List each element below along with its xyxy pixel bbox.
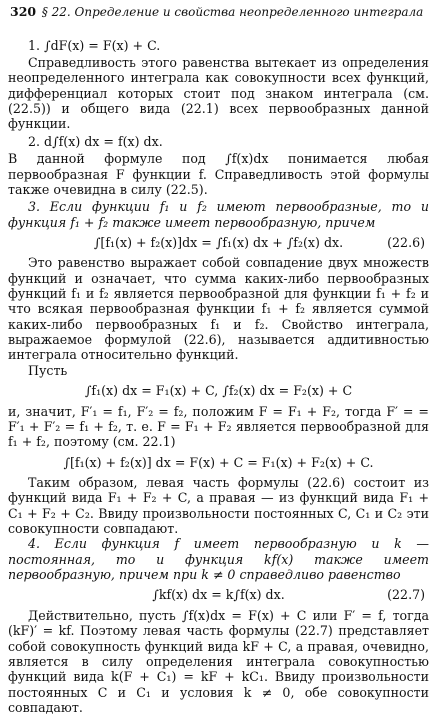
formula-22-7 xyxy=(8,587,429,602)
formula-text: ∫[f₁(x) + f₂(x)] dx = F(x) + C = F₁(x) + F₂(x) + C. xyxy=(63,454,374,470)
formula-text: ∫[f₁(x) + f₂(x)]dx = ∫f₁(x) dx + ∫f₂(x) dx. xyxy=(93,234,344,250)
running-header xyxy=(8,4,429,20)
paragraph: Действительно, пусть ∫f(x)dx = F(x) + C или F′ = f, тогда (kF)′ = kf. Поэтому левая часть формулы (22.7) представляет собой совокупность функций вида kF + C, а правая, очевидно, является в силу определения интеграла совокупностью функций вида k(F + C₁) = kF + kC₁. Ввиду произвольности постоянных C и C₁ и условия k ≠ 0, обе совокупности совпадают. xyxy=(8,607,429,715)
property-3: 3. Если функции f₁ и f₂ имеют первообразные, то и функция f₁ + f₂ также имеет первообразную, причем xyxy=(8,199,429,230)
page-number: 320 xyxy=(10,4,37,19)
formula-22-6 xyxy=(8,235,429,250)
formula-number: (22.7) xyxy=(387,587,425,603)
paragraph: и, значит, F′₁ = f₁, F′₂ = f₂, положим F = F₁ + F₂, тогда F′ = = F′₁ + F′₂ = f₁ + f₂, т. е. F = F₁ + F₂ является первообразной для f₁ + f₂, поэтому (см. 22.1) xyxy=(8,403,429,450)
formula xyxy=(8,383,429,398)
formula-number: (22.6) xyxy=(387,234,425,250)
paragraph: В данной формуле под ∫f(x)dx понимается любая первообразная F функции f. Справедливость этой формулы также очевидна в силу (22.5). xyxy=(8,151,429,197)
paragraph: Пусть xyxy=(28,362,68,378)
paragraph: Справедливость этого равенства вытекает из определения неопределенного интеграла как совокупности всех функций, дифференциал которых стоит под знаком интеграла (см.(22.5)) и общего вида (22.1) всех первообразных данной функции. xyxy=(8,54,429,132)
property-4: 4. Если функция f имеет первообразную и k — постоянная, то и функция kf(x) также имеет первообразную, причем при k ≠ 0 справедливо равенство xyxy=(8,536,429,583)
formula xyxy=(8,455,429,470)
paragraph: Это равенство выражает собой совпадение двух множеств функций и означает, что сумма каких-либо первообразных функций f₁ и f₂ является первообразной для функции f₁ + f₂ и что всякая первообразная функции f₁ + f₂ является суммой каких-либо первообразных f₁ и f₂. Свойство интеграла, выражаемое формулой (22.6), называется аддитивностью интеграла относительно функций. xyxy=(8,255,429,363)
formula-text: ∫f₁(x) dx = F₁(x) + C, ∫f₂(x) dx = F₂(x) + C xyxy=(84,383,353,399)
section-title: § 22. Определение и свойства неопределенного интеграла xyxy=(41,5,424,19)
property-1: 1. ∫dF(x) = F(x) + C. xyxy=(28,37,161,53)
property-2: 2. d∫f(x) dx = f(x) dx. xyxy=(28,133,163,149)
paragraph: Таким образом, левая часть формулы (22.6) состоит из функций вида F₁ + F₂ + C, а правая — из функций вида F₁ + C₁ + F₂ + C₂. Ввиду произвольности постоянных C, C₁ и C₂ эти совокупности совпадают. xyxy=(8,474,429,537)
formula-text: ∫kf(x) dx = k∫f(x) dx. xyxy=(152,587,285,603)
